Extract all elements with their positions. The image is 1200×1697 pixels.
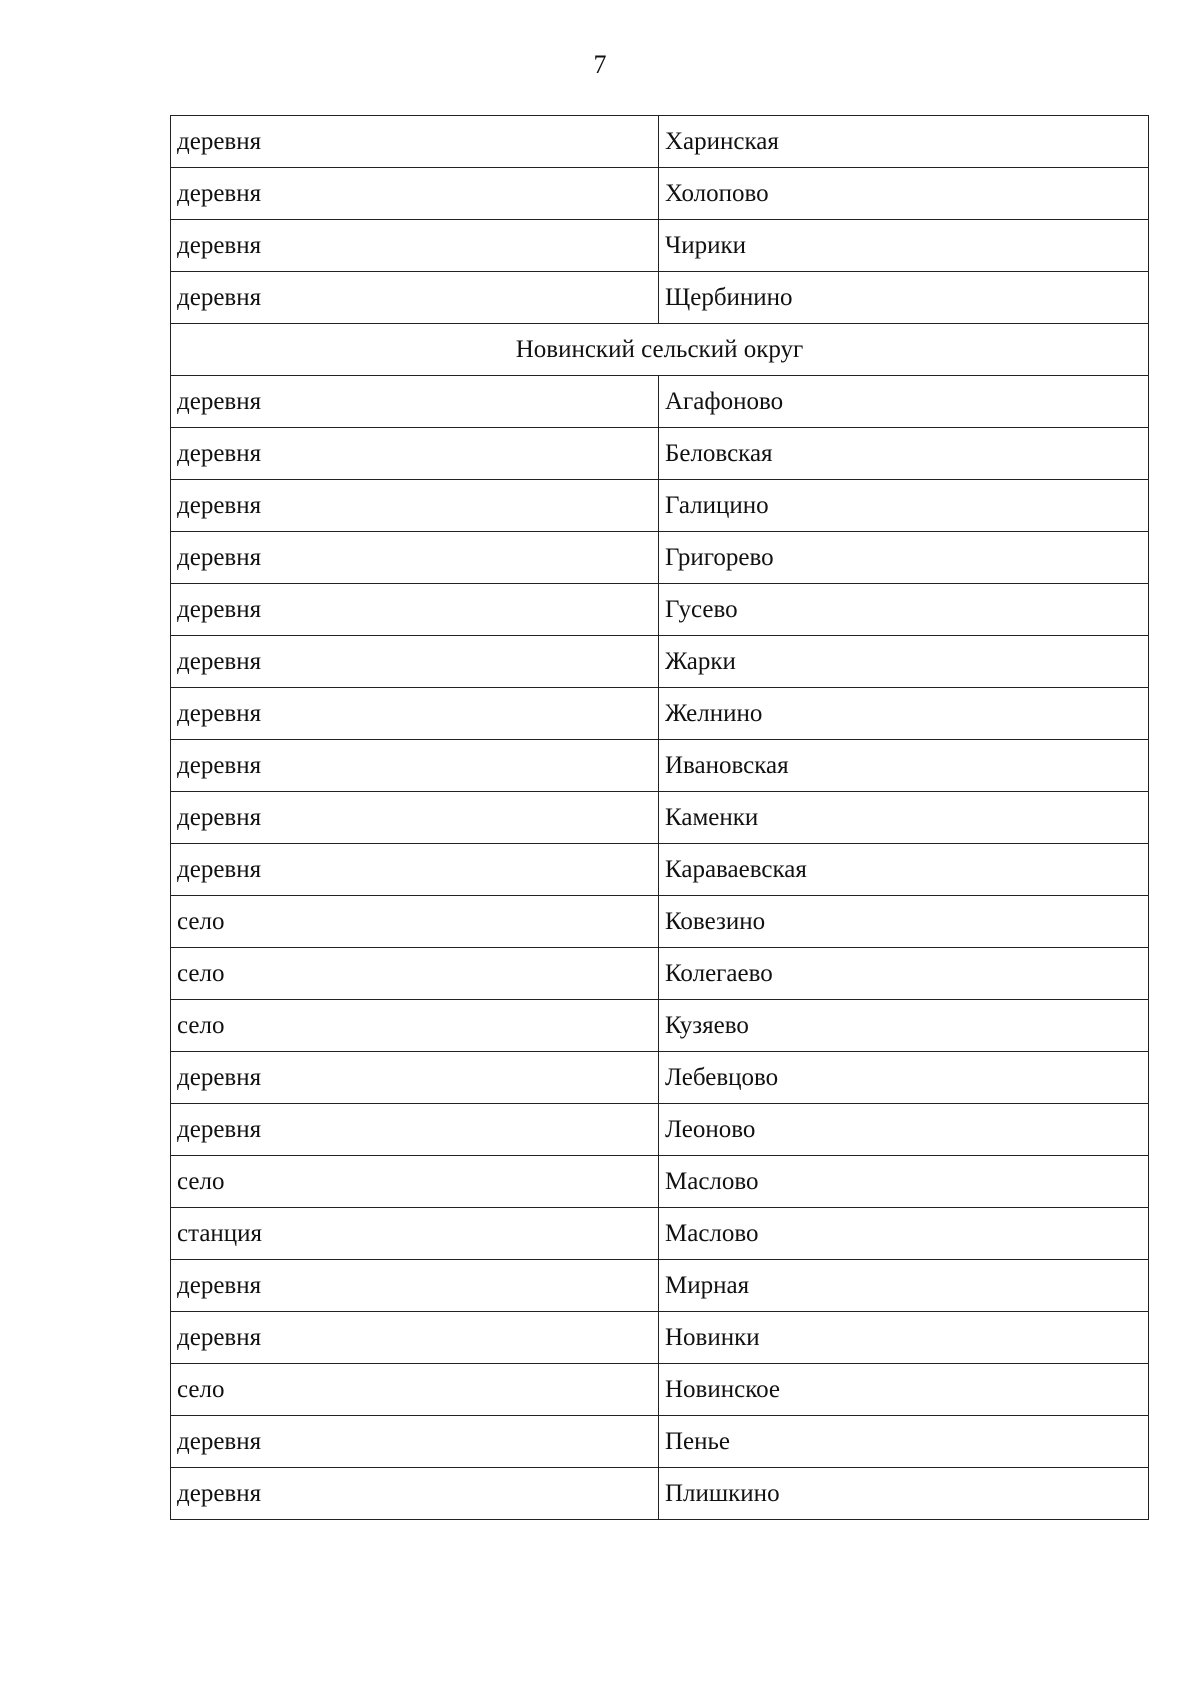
table-row	[171, 844, 1149, 896]
table-row	[171, 1416, 1149, 1468]
settlement-name-cell: Караваевская	[659, 844, 1149, 896]
settlement-type-cell: деревня	[171, 532, 659, 584]
settlement-type-cell: деревня	[171, 1104, 659, 1156]
settlement-name-cell: Кузяево	[659, 1000, 1149, 1052]
settlement-name-cell: Маслово	[659, 1208, 1149, 1260]
settlement-name-cell: Плишкино	[659, 1468, 1149, 1520]
settlement-type-cell: деревня	[171, 480, 659, 532]
table-row	[171, 584, 1149, 636]
table-row	[171, 1260, 1149, 1312]
table-row	[171, 948, 1149, 1000]
section-heading: Новинский сельский округ	[171, 324, 1149, 376]
settlement-type-cell: деревня	[171, 1468, 659, 1520]
table-row	[171, 688, 1149, 740]
settlement-name-cell: Новинки	[659, 1312, 1149, 1364]
settlement-name-cell: Желнино	[659, 688, 1149, 740]
settlement-type-cell: село	[171, 896, 659, 948]
table-row	[171, 792, 1149, 844]
table-row	[171, 168, 1149, 220]
settlement-name-cell: Галицино	[659, 480, 1149, 532]
table-row	[171, 1312, 1149, 1364]
table-row	[171, 376, 1149, 428]
settlements-table	[170, 115, 1149, 1520]
settlement-type-cell: деревня	[171, 688, 659, 740]
table-row	[171, 1104, 1149, 1156]
table-row	[171, 220, 1149, 272]
settlement-type-cell: деревня	[171, 740, 659, 792]
settlements-table-body	[171, 116, 1149, 1520]
table-row	[171, 272, 1149, 324]
table-row	[171, 480, 1149, 532]
settlement-type-cell: село	[171, 948, 659, 1000]
settlement-type-cell: деревня	[171, 376, 659, 428]
settlement-name-cell: Ковезино	[659, 896, 1149, 948]
table-row	[171, 740, 1149, 792]
settlement-name-cell: Жарки	[659, 636, 1149, 688]
settlement-name-cell: Пенье	[659, 1416, 1149, 1468]
table-row	[171, 1364, 1149, 1416]
settlement-name-cell: Беловская	[659, 428, 1149, 480]
settlement-name-cell: Каменки	[659, 792, 1149, 844]
settlement-name-cell: Холопово	[659, 168, 1149, 220]
settlement-type-cell: деревня	[171, 272, 659, 324]
settlement-name-cell: Харинская	[659, 116, 1149, 168]
table-row	[171, 636, 1149, 688]
settlement-type-cell: деревня	[171, 792, 659, 844]
settlement-type-cell: деревня	[171, 636, 659, 688]
settlement-name-cell: Леоново	[659, 1104, 1149, 1156]
table-row	[171, 1156, 1149, 1208]
table-row	[171, 428, 1149, 480]
settlement-type-cell: деревня	[171, 1260, 659, 1312]
settlement-type-cell: деревня	[171, 1312, 659, 1364]
section-row	[171, 324, 1149, 376]
settlement-type-cell: деревня	[171, 584, 659, 636]
settlement-name-cell: Щербинино	[659, 272, 1149, 324]
table-row	[171, 896, 1149, 948]
settlement-name-cell: Маслово	[659, 1156, 1149, 1208]
settlement-name-cell: Лебевцово	[659, 1052, 1149, 1104]
settlement-type-cell: деревня	[171, 116, 659, 168]
table-row	[171, 116, 1149, 168]
table-row	[171, 1208, 1149, 1260]
settlement-type-cell: деревня	[171, 844, 659, 896]
settlement-name-cell: Агафоново	[659, 376, 1149, 428]
settlement-type-cell: деревня	[171, 168, 659, 220]
settlement-type-cell: деревня	[171, 428, 659, 480]
settlement-type-cell: село	[171, 1156, 659, 1208]
settlement-name-cell: Чирики	[659, 220, 1149, 272]
settlement-name-cell: Мирная	[659, 1260, 1149, 1312]
table-row	[171, 1468, 1149, 1520]
settlement-type-cell: деревня	[171, 1416, 659, 1468]
settlement-type-cell: село	[171, 1364, 659, 1416]
settlement-name-cell: Колегаево	[659, 948, 1149, 1000]
settlement-type-cell: село	[171, 1000, 659, 1052]
settlement-name-cell: Новинское	[659, 1364, 1149, 1416]
settlement-name-cell: Гусево	[659, 584, 1149, 636]
settlement-type-cell: деревня	[171, 1052, 659, 1104]
settlement-name-cell: Ивановская	[659, 740, 1149, 792]
table-row	[171, 532, 1149, 584]
page-number: 7	[593, 50, 607, 79]
settlement-type-cell: станция	[171, 1208, 659, 1260]
table-row	[171, 1000, 1149, 1052]
table-row	[171, 1052, 1149, 1104]
settlement-name-cell: Григорево	[659, 532, 1149, 584]
settlement-type-cell: деревня	[171, 220, 659, 272]
